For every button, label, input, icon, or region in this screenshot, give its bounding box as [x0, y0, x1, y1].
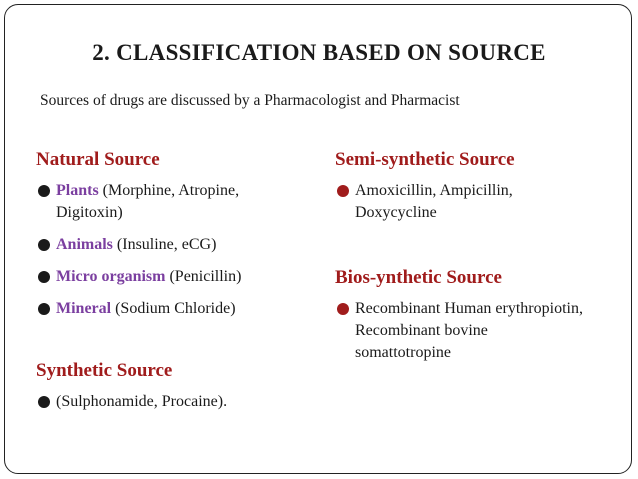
- semi-synthetic-source-heading: Semi-synthetic Source: [335, 149, 515, 170]
- slide-subtitle: Sources of drugs are discussed by a Pharmacologist and Pharmacist: [40, 92, 460, 109]
- natural-source-list: [36, 180, 306, 330]
- detail-synthetic: (Sulphonamide, Procaine).: [56, 393, 228, 410]
- bullet-icon: [337, 185, 349, 197]
- detail-micro-organism: (Penicillin): [165, 268, 242, 285]
- term-plants: Plants: [56, 182, 99, 199]
- detail-bio-synthetic: Recombinant Human erythropiotin, Recombinant bovine somattotropine: [355, 300, 583, 361]
- list-item-synthetic: [36, 391, 306, 413]
- list-item-plants: [36, 180, 306, 224]
- bullet-icon: [38, 239, 50, 251]
- slide-title: 2. CLASSIFICATION BASED ON SOURCE: [92, 40, 546, 65]
- term-mineral: Mineral: [56, 300, 112, 317]
- detail-plants: (Morphine, Atropine, Digitoxin): [56, 182, 240, 221]
- bio-synthetic-source-heading: Bios-ynthetic Source: [335, 267, 502, 288]
- semi-synthetic-source-list: [335, 180, 575, 234]
- detail-animals: (Insuline, eCG): [112, 236, 217, 253]
- bullet-icon: [38, 303, 50, 315]
- bullet-icon: [38, 396, 50, 408]
- synthetic-source-list: [36, 391, 306, 423]
- list-item-mineral: [36, 298, 306, 320]
- term-animals: Animals: [56, 236, 113, 253]
- detail-mineral: (Sodium Chloride): [111, 300, 236, 317]
- list-item-animals: [36, 234, 306, 256]
- natural-source-heading: Natural Source: [36, 149, 160, 170]
- term-micro-organism: Micro organism: [56, 268, 166, 285]
- bullet-icon: [38, 271, 50, 283]
- list-item-bio-synthetic: [335, 298, 585, 364]
- detail-semi-synthetic: Amoxicillin, Ampicillin, Doxycycline: [355, 182, 513, 221]
- list-item-micro-organism: [36, 266, 306, 288]
- bio-synthetic-source-list: [335, 298, 585, 374]
- bullet-icon: [337, 303, 349, 315]
- synthetic-source-heading: Synthetic Source: [36, 360, 173, 381]
- list-item-semi-synthetic: [335, 180, 575, 224]
- bullet-icon: [38, 185, 50, 197]
